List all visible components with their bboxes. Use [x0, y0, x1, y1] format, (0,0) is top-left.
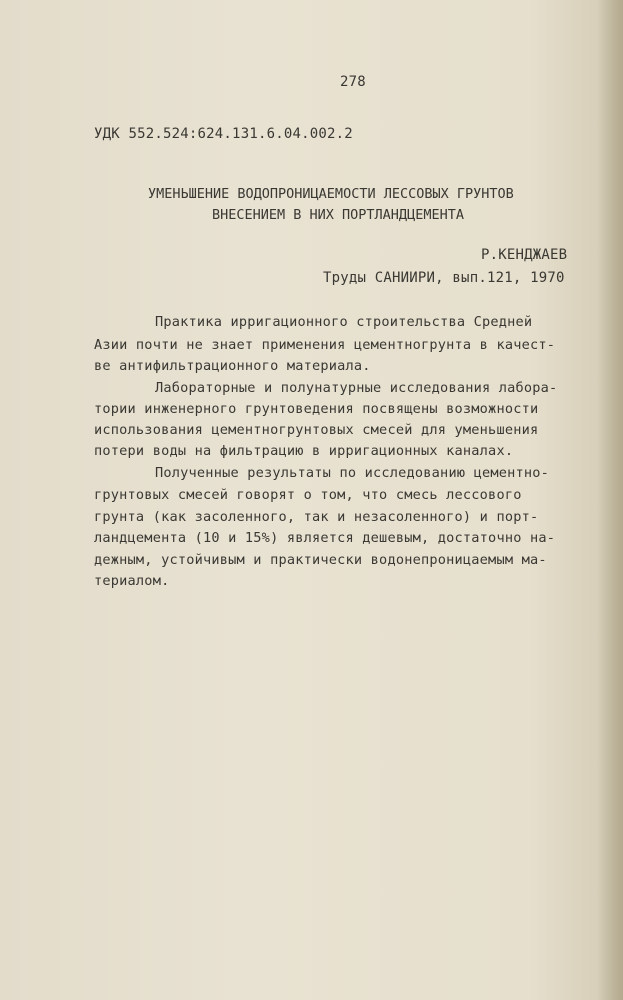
article-title-line-2: ВНЕСЕНИЕМ В НИХ ПОРТЛАНДЦЕМЕНТА	[212, 207, 464, 223]
body-line: грунта (как засоленного, так и незасоленного) и порт-	[94, 509, 539, 525]
body-line: дежным, устойчивым и практически водонепроницаемым ма-	[94, 552, 547, 568]
page-edge-shadow	[597, 0, 623, 1000]
body-line: тории инженерного грунтоведения посвящены возможности	[94, 401, 539, 417]
body-line: грунтовых смесей говорят о том, что смесь лессового	[94, 487, 522, 503]
body-line: Лабораторные и полунатурные исследования лабора-	[155, 380, 558, 396]
article-title-line-1: УМЕНЬШЕНИЕ ВОДОПРОНИЦАЕМОСТИ ЛЕССОВЫХ ГРУНТОВ	[148, 186, 514, 202]
author-name: Р.КЕНДЖАЕВ	[481, 247, 568, 263]
body-line: Азии почти не знает применения цементногрунта в качест-	[94, 337, 556, 353]
publication-source: Труды САНИИРИ, вып.121, 1970	[323, 270, 565, 286]
udc-code: УДК 552.524:624.131.6.04.002.2	[94, 126, 353, 142]
body-line: ве антифильтрационного материала.	[94, 358, 371, 374]
body-line: использования цементногрунтовых смесей для уменьшения	[94, 422, 539, 438]
body-line: Практика ирригационного строительства Средней	[155, 314, 533, 330]
page-number: 278	[340, 74, 366, 90]
body-line: ландцемента (10 и 15%) является дешевым, достаточно на-	[94, 530, 556, 546]
body-line: потери воды на фильтрацию в ирригационных каналах.	[94, 443, 514, 459]
body-line: териалом.	[94, 573, 170, 589]
body-line: Полученные результаты по исследованию цементно-	[155, 465, 550, 481]
